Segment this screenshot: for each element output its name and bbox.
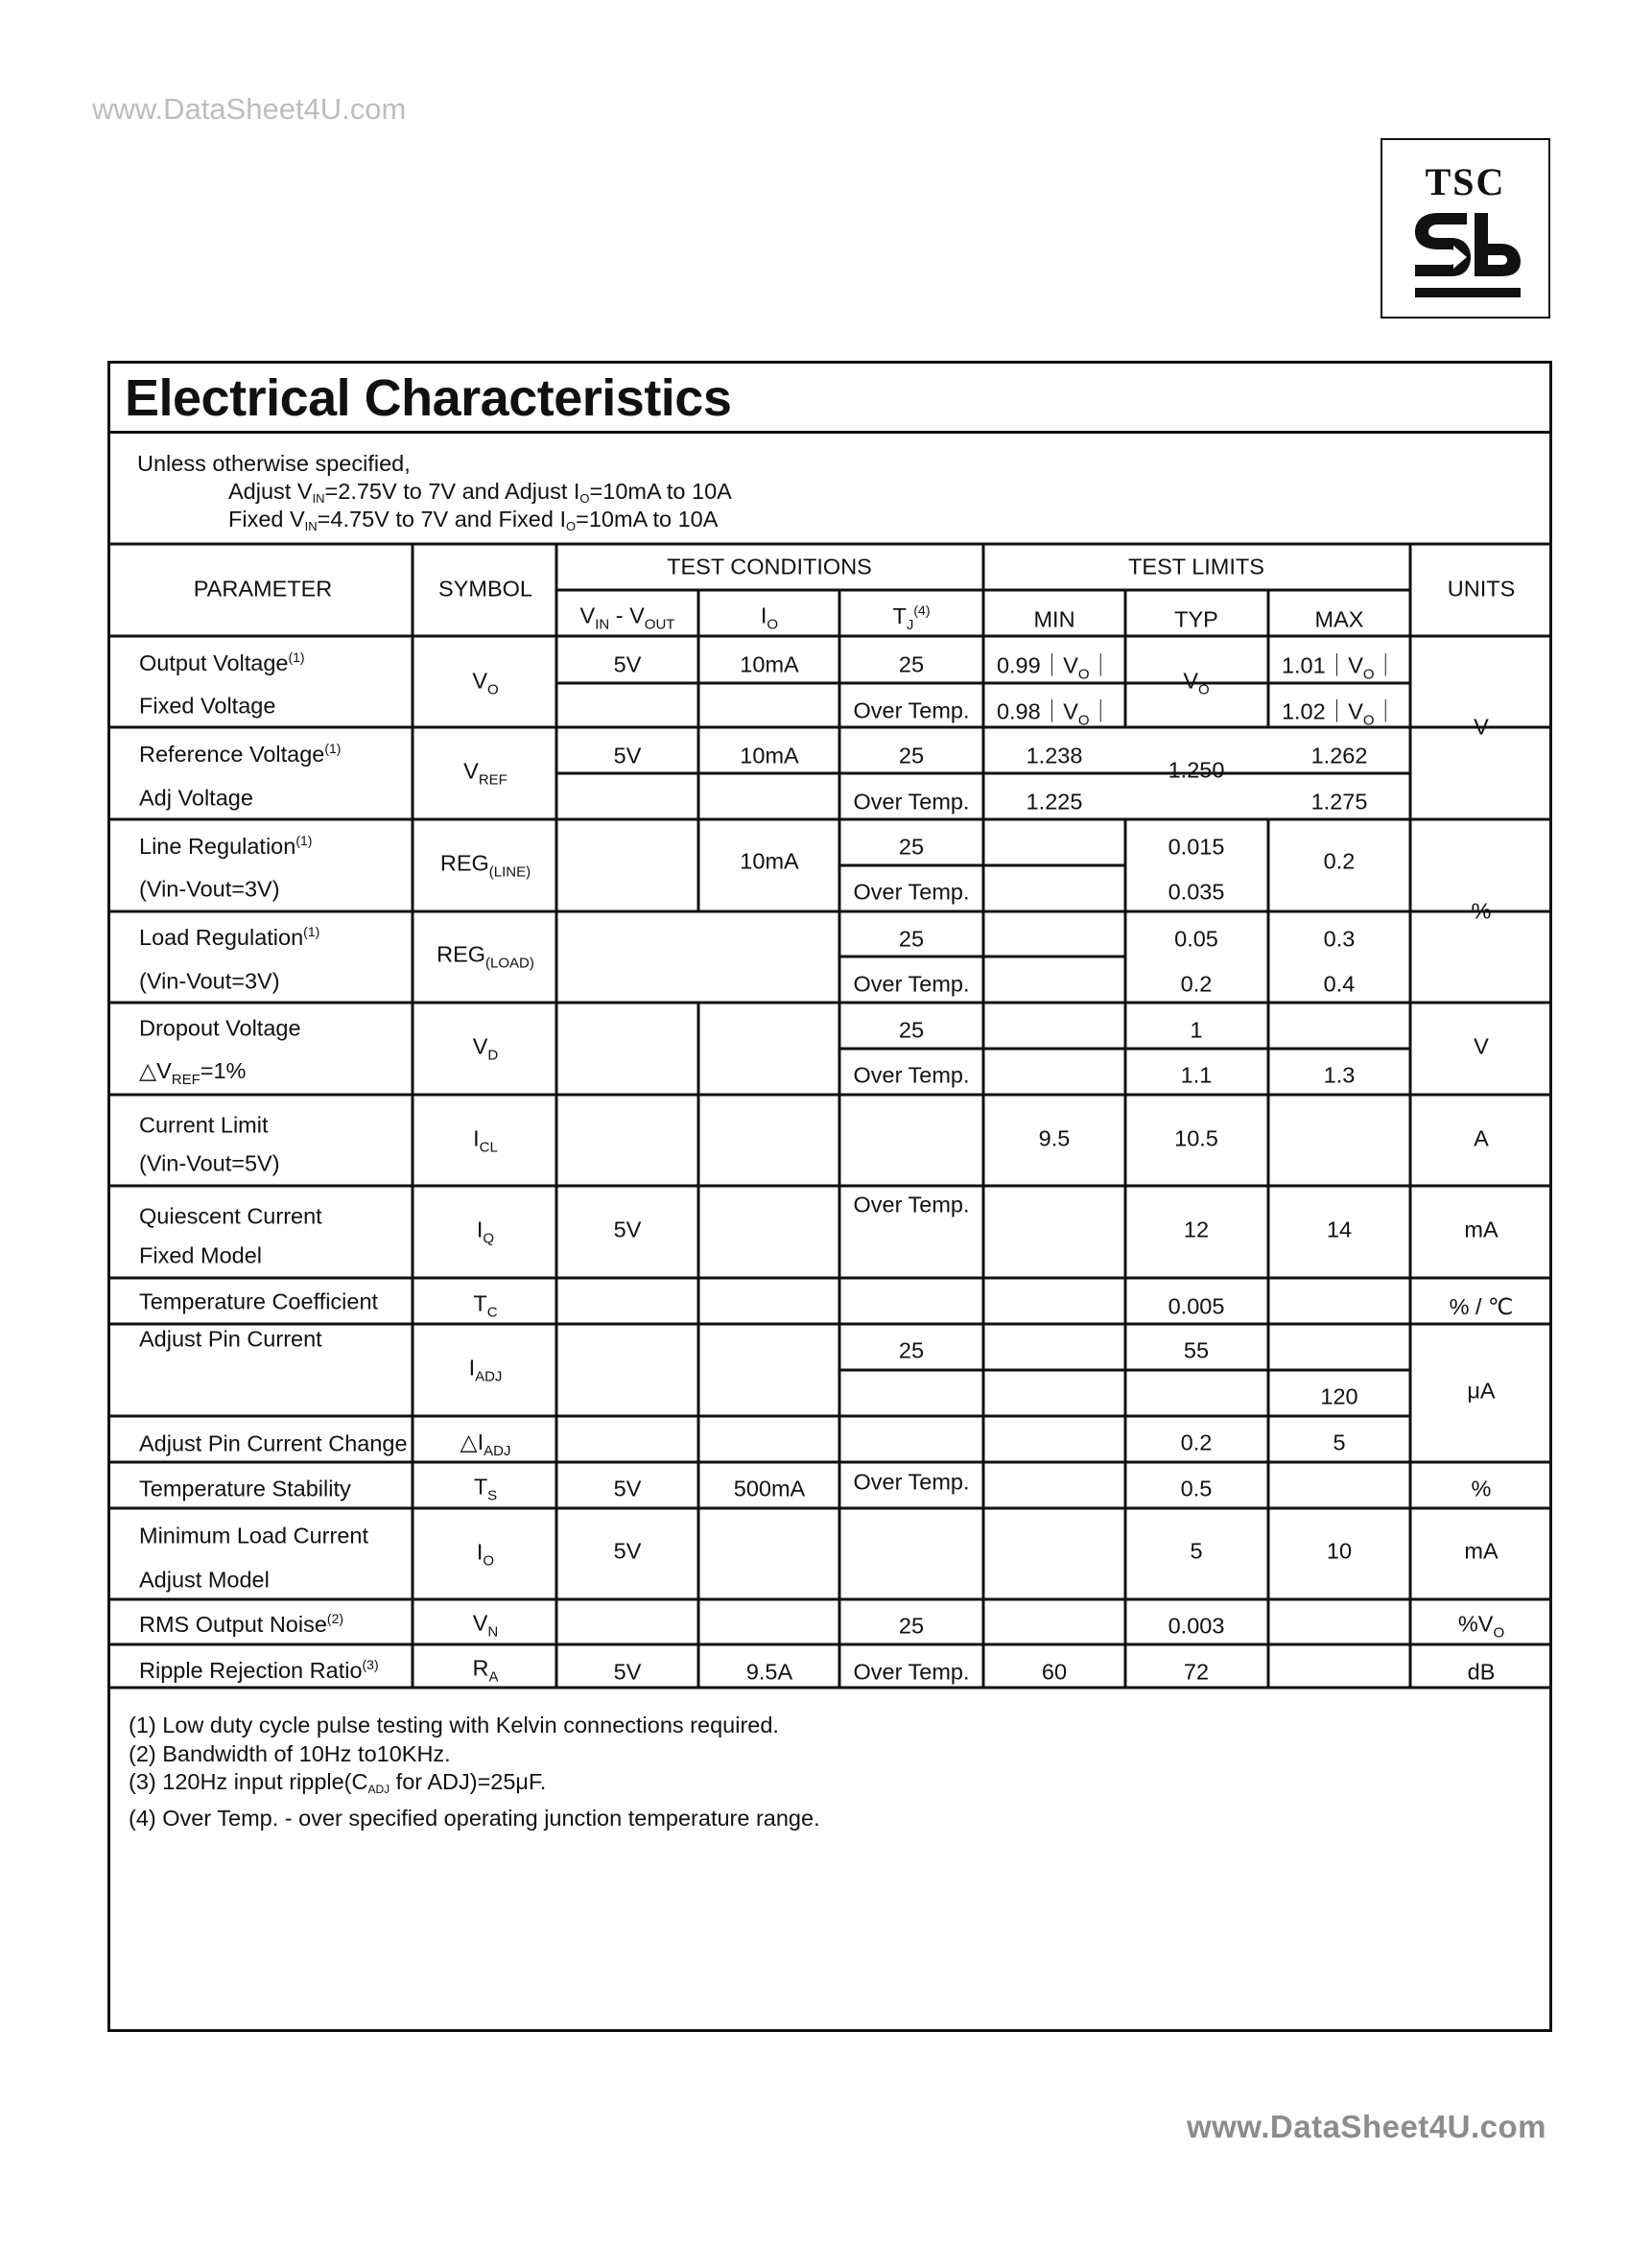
cell-units-voltage: V (1474, 714, 1489, 740)
cell-p-quiescent-current: Quiescent Current (139, 1203, 322, 1229)
cell-tj-dropout-1: 25 (898, 1017, 925, 1043)
cell-p-dropout-cond: $\triangle V_{REF}=1\%$ (139, 1058, 247, 1088)
cell-s-delta-iadj: $\triangle I_{ADJ}$ (460, 1430, 511, 1459)
cell-s-vd: $V_D$ (472, 1033, 499, 1064)
cell-p-fixed-model: Fixed Model (139, 1242, 262, 1268)
cell-p-load-reg-cond: (Vin-Vout=3V) (139, 968, 280, 994)
footnotes (129, 1712, 820, 1832)
cell-s-vo: $V_O$ (472, 668, 499, 698)
cell-max-output-voltage-1: $1.01|V_O|$ (1281, 652, 1398, 683)
cell-typ-adjust-pin-change: 0.2 (1180, 1430, 1213, 1455)
cell-p-line-regulation: Line Regulation$^{(1)}$ (139, 833, 313, 859)
cell-tj-line-1: 25 (898, 834, 925, 860)
cell-p-adjust-pin-current-change: Adjust Pin Current Change (139, 1430, 408, 1456)
cell-s-io: $I_O$ (476, 1539, 495, 1570)
cell-io-temp-stability: 500mA (733, 1476, 806, 1501)
conditions-intro: Unless otherwise specified, (137, 451, 411, 476)
cell-io-line-regulation: 10mA (740, 848, 799, 874)
footnote-3: (3) 120Hz input $ripple(C_{ADJ}$ for ADJ)=25μF. (129, 1769, 547, 1796)
cell-min-ripple: 60 (1041, 1659, 1068, 1685)
cell-p-ripple-rejection: Ripple Rejection Ratio$^{(3)}$ (139, 1657, 379, 1683)
cell-typ-line-1: 0.015 (1168, 834, 1225, 860)
cell-units-dropout: V (1474, 1033, 1489, 1059)
footnote-2: (2) Bandwidth of 10Hz to10KHz. (129, 1740, 451, 1766)
cell-vin-output-voltage: 5V (613, 651, 642, 677)
cell-p-line-reg-cond: (Vin-Vout=3V) (139, 876, 280, 902)
cell-p-output-voltage: Output Voltage$^{(1)}$ (139, 650, 305, 675)
cell-typ-temp-coeff: 0.005 (1168, 1293, 1225, 1319)
header-units: UNITS (1447, 576, 1516, 602)
cell-typ-rms-noise: 0.003 (1168, 1613, 1225, 1639)
cell-p-rms-output-noise: RMS Output Noise$^{(2)}$ (139, 1611, 344, 1637)
cell-max-line: 0.2 (1323, 848, 1356, 874)
cell-vin-ripple: 5V (613, 1659, 642, 1685)
header-vin-vout: $V_{IN} - V_{OUT}$ (579, 603, 675, 633)
cell-max-load-2: 0.4 (1323, 971, 1356, 997)
cell-max-adjust-pin-change: 5 (1333, 1430, 1346, 1455)
cell-p-adjust-model: Adjust Model (139, 1567, 270, 1593)
cell-typ-output-voltage: $V_O$ (1183, 668, 1210, 698)
cell-units-rms-noise: $\%V_O$ (1457, 1611, 1505, 1642)
cell-units-quiescent: mA (1464, 1217, 1499, 1242)
cell-max-reference-1: 1.262 (1310, 743, 1368, 768)
logo-text: TSC (1425, 160, 1506, 203)
cell-units-current-limit: A (1474, 1125, 1489, 1151)
cell-p-fixed-voltage: Fixed Voltage (139, 693, 276, 719)
cell-min-output-voltage-1: $0.99|V_O|$ (996, 652, 1113, 683)
cell-typ-quiescent: 12 (1183, 1217, 1210, 1242)
cell-typ-adjust-pin-1: 55 (1183, 1337, 1210, 1363)
cell-units-temp-stability: % (1471, 1476, 1492, 1501)
cell-io-reference: 10mA (740, 743, 799, 768)
cell-tj-dropout-2: Over Temp. (853, 1062, 970, 1088)
cell-min-reference-2: 1.225 (1026, 789, 1083, 815)
cell-typ-dropout-2: 1.1 (1180, 1062, 1213, 1088)
page-title: Electrical Characteristics (125, 369, 732, 427)
cell-typ-line-2: 0.035 (1168, 879, 1225, 905)
cell-s-ts: $T_S$ (473, 1474, 498, 1504)
cell-s-ra: $R_A$ (472, 1655, 499, 1686)
cell-units-adjust-pin: μA (1467, 1378, 1496, 1404)
cell-p-current-limit: Current Limit (139, 1112, 269, 1138)
conditions-adjust: Adjust $V_{IN}=2.75V$ to 7V and Adjust $I_O=10mA$ to 10A (228, 479, 732, 506)
header-test-limits: TEST LIMITS (1128, 554, 1264, 579)
cell-p-load-regulation: Load Regulation$^{(1)}$ (139, 924, 320, 950)
header-typ: TYP (1174, 606, 1218, 632)
cell-p-reference-voltage: Reference Voltage$^{(1)}$ (139, 741, 342, 767)
cell-tj-load-1: 25 (898, 926, 925, 952)
cell-typ-min-load: 5 (1190, 1538, 1203, 1564)
cell-p-temperature-stability: Temperature Stability (139, 1476, 351, 1501)
cell-s-icl: $I_{CL}$ (473, 1125, 498, 1156)
cell-tj-load-2: Over Temp. (853, 971, 970, 997)
cell-vin-quiescent: 5V (613, 1217, 642, 1242)
cell-max-reference-2: 1.275 (1310, 789, 1368, 815)
header-io: $I_O$ (760, 603, 779, 633)
cell-io-output-voltage: 10mA (740, 651, 799, 677)
cell-tj-output-voltage-1: 25 (898, 651, 925, 677)
cell-max-min-load: 10 (1326, 1538, 1353, 1564)
cell-tj-rms-noise: 25 (898, 1613, 925, 1639)
cell-units-regulation: % (1471, 898, 1492, 924)
cell-max-output-voltage-2: $1.02|V_O|$ (1281, 698, 1398, 729)
cell-tj-reference-1: 25 (898, 743, 925, 768)
header-symbol: SYMBOL (438, 576, 532, 602)
cell-tj-reference-2: Over Temp. (853, 789, 970, 815)
footnote-1: (1) Low duty cycle pulse testing with Kelvin connections required. (129, 1713, 779, 1737)
cell-p-adjust-pin-current: Adjust Pin Current (139, 1326, 322, 1352)
cell-p-minimum-load-current: Minimum Load Current (139, 1523, 369, 1548)
cell-s-tc: $T_C$ (473, 1290, 498, 1321)
cell-typ-reference: 1.250 (1168, 757, 1225, 783)
cell-s-reg-load: $REG_{(LOAD)}$ (437, 941, 534, 972)
header-parameter: PARAMETER (193, 576, 333, 602)
cell-s-vn: $V_N$ (472, 1610, 499, 1641)
cell-p-temperature-coefficient: Temperature Coefficient (139, 1288, 379, 1314)
cell-vin-temp-stability: 5V (613, 1476, 642, 1501)
conditions-fixed: Fixed $V_{IN}=4.75V$ to 7V and Fixed $I_O=10mA$ to 10A (228, 507, 719, 533)
cell-typ-ripple: 72 (1183, 1659, 1210, 1685)
cell-tj-overtemp-block-1: Over Temp. (853, 1192, 970, 1217)
cell-vin-reference: 5V (613, 743, 642, 768)
cell-min-output-voltage-2: $0.98|V_O|$ (996, 698, 1113, 729)
cell-typ-load-2: 0.2 (1180, 971, 1213, 997)
cell-max-dropout-2: 1.3 (1323, 1062, 1356, 1088)
cell-io-ripple: 9.5A (745, 1659, 793, 1685)
cell-typ-temp-stability: 0.5 (1180, 1476, 1213, 1501)
cell-s-vref: $V_{REF}$ (463, 758, 507, 789)
cell-units-ripple: dB (1467, 1659, 1496, 1685)
cell-typ-dropout-1: 1 (1190, 1017, 1203, 1043)
cell-tj-output-voltage-2: Over Temp. (853, 697, 970, 723)
header-max: MAX (1314, 606, 1364, 632)
cell-p-dropout-voltage: Dropout Voltage (139, 1015, 301, 1041)
cell-typ-current-limit: 10.5 (1174, 1125, 1218, 1151)
watermark-bottom: www.DataSheet4U.com (1186, 2109, 1546, 2144)
cell-tj-ripple: Over Temp. (853, 1659, 970, 1685)
cell-units-temp-coeff: % / ℃ (1449, 1294, 1514, 1319)
cell-min-reference-1: 1.238 (1026, 743, 1083, 768)
cell-typ-load-1: 0.05 (1174, 926, 1218, 952)
cell-tj-line-2: Over Temp. (853, 879, 970, 905)
cell-tj-overtemp-block-2: Over Temp. (853, 1469, 970, 1495)
cell-p-adj-voltage: Adj Voltage (139, 785, 253, 811)
footnote-4: (4) Over Temp. - over specified operating junction temperature range. (129, 1805, 820, 1831)
header-min: MIN (1033, 606, 1075, 632)
cell-min-current-limit: 9.5 (1038, 1125, 1071, 1151)
cell-tj-adjust-pin-1: 25 (898, 1337, 925, 1363)
cell-units-min-load: mA (1464, 1538, 1499, 1564)
cell-s-reg-line: $REG_{(LINE)}$ (439, 850, 531, 881)
cell-s-iadj: $I_{ADJ}$ (468, 1355, 503, 1385)
cell-max-adjust-pin-2: 120 (1320, 1383, 1358, 1409)
cell-max-quiescent: 14 (1326, 1217, 1353, 1242)
cell-vin-min-load: 5V (613, 1538, 642, 1564)
watermark-top: www.DataSheet4U.com (92, 92, 407, 126)
cell-max-load-1: 0.3 (1323, 926, 1356, 952)
cell-s-iq: $I_Q$ (476, 1217, 495, 1247)
cell-p-current-limit-cond: (Vin-Vout=5V) (139, 1150, 280, 1176)
header-tj: $T_J^{(4)}$ (892, 603, 931, 633)
header-test-conditions: TEST CONDITIONS (667, 554, 872, 579)
